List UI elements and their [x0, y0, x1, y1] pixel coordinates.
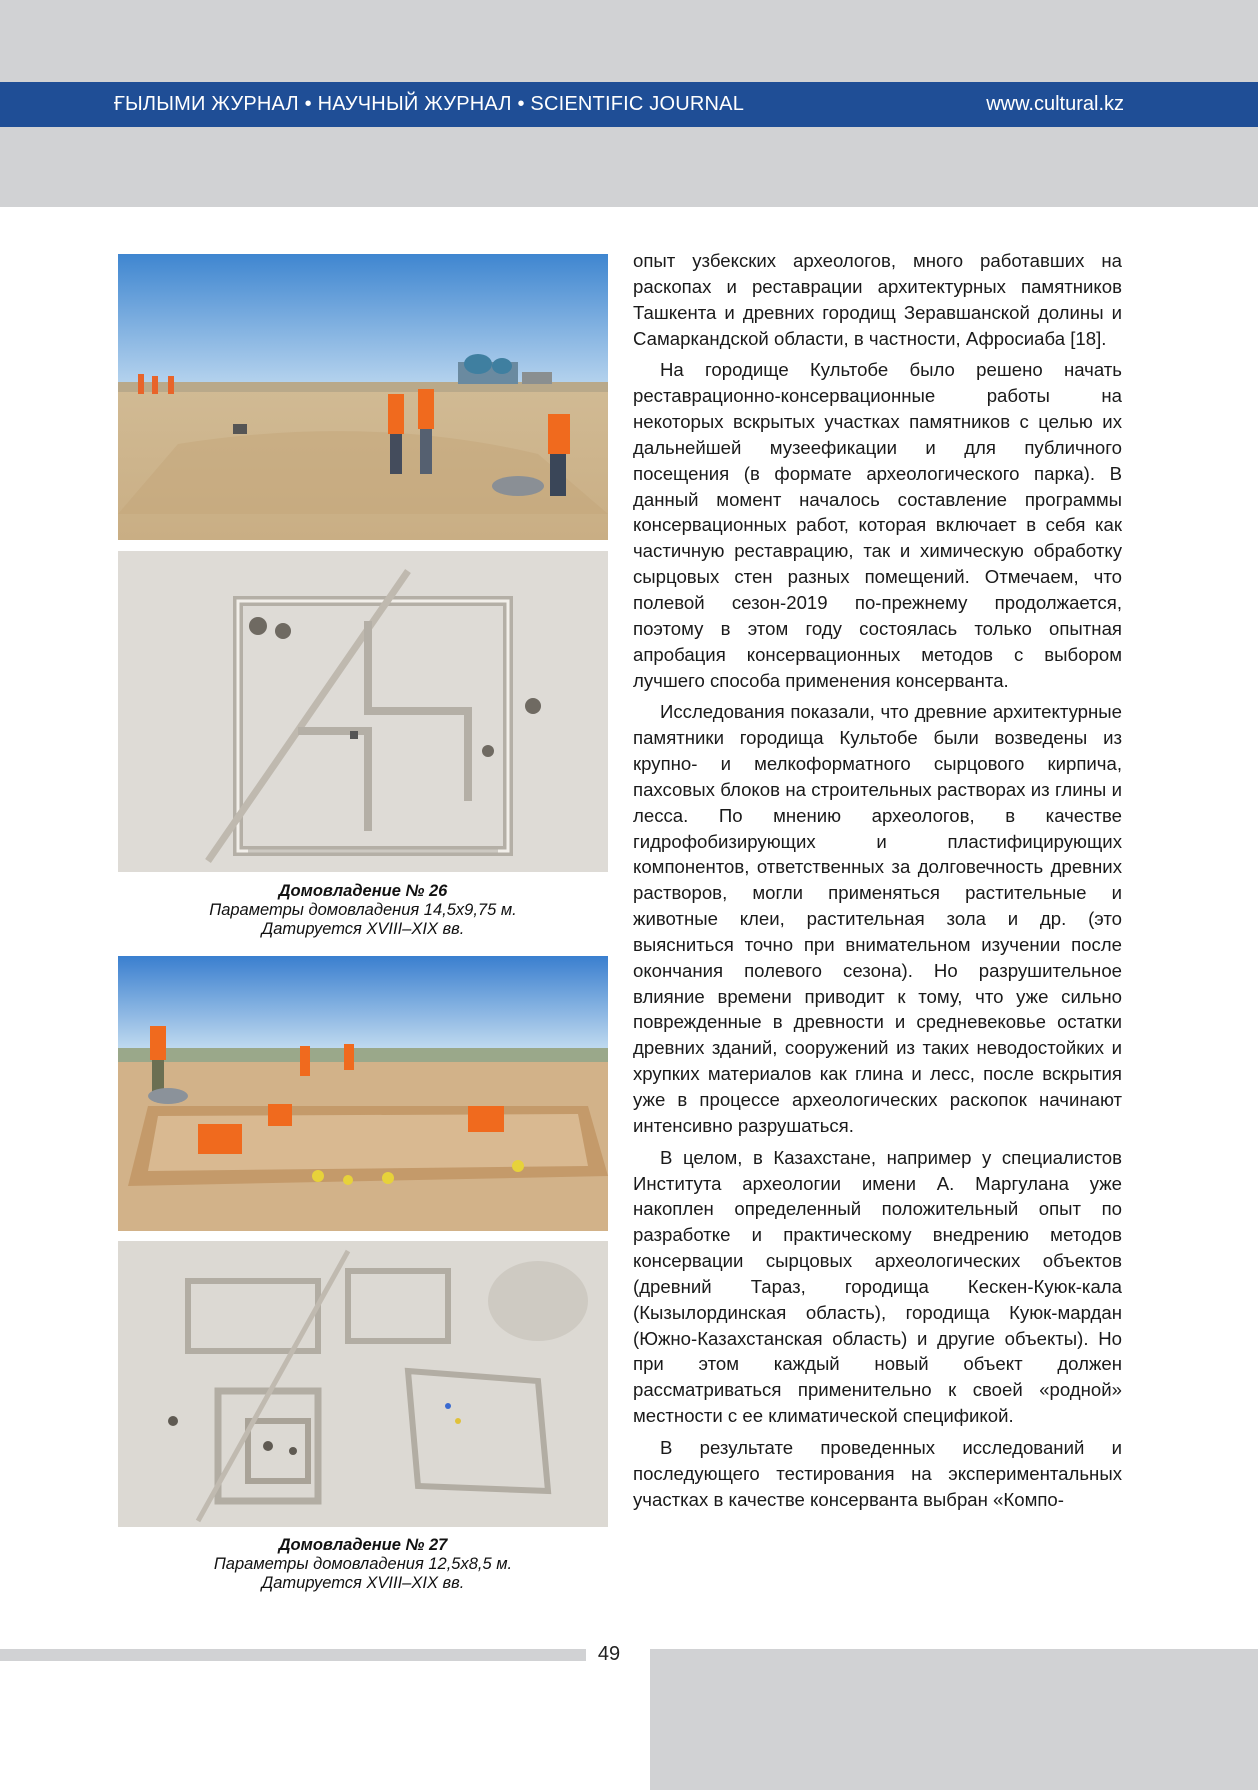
figure-title: Домовладение № 26 [278, 882, 448, 900]
journal-title: ҒЫЛЫМИ ЖУРНАЛ • НАУЧНЫЙ ЖУРНАЛ • SCIENTIFIC JOURNAL [114, 93, 745, 115]
article-text-column [633, 248, 1122, 1519]
aerial-photo-house-26 [118, 551, 608, 872]
paragraph: В результате проведенных исследований и последующего тестирования на экспериментальных участках в качестве консерванта выбран «Компо- [633, 1436, 1122, 1510]
header-bar [0, 82, 1258, 127]
paragraph: На городище Культобе было решено начать реставрационно-консервационные работы на некоторых вскрытых участках памятников с целью их дальнейшей музеефикации и для публичного посещения (в формате археологического парка). В данный момент началось составление программы консервационных работ, которая включает в себя как частичную реставрацию, так и химическую обработку сырцовых стен разных помещений. Отмечаем, что полевой сезон-2019 по-прежнему продолжается, поэтому в этом году состоялась только опытная апробация консервационных методов с выбором лучшего способа применения консерванта. [633, 359, 1122, 691]
figure-caption-27 [118, 1536, 608, 1593]
figure-params: Параметры домовладения 14,5х9,75 м. [209, 901, 517, 919]
excavation-photo-1 [118, 254, 608, 540]
paragraph: опыт узбекских археологов, много работавших на раскопах и реставрации архитектурных памятников Ташкента и древних городищ Зеравшанской долины и Самаркандской области, в частности, Афросиаба [18]. [633, 250, 1122, 349]
figure-params: Параметры домовладения 12,5х8,5 м. [213, 1555, 513, 1573]
footer-background [650, 1649, 1258, 1790]
footer-rule [0, 1649, 586, 1661]
figure-date: Датируется XVIII–XIX вв. [261, 920, 465, 938]
figure-title: Домовладение № 27 [278, 1536, 448, 1554]
figure-date: Датируется XVIII–XIX вв. [261, 1574, 465, 1592]
paragraph: Исследования показали, что древние архитектурные памятники городища Культобе были возведены из крупно- и мелкоформатного сырцового кирпича, пахсовых блоков на строительных растворах из глины и лесса. По мнению археологов, в качестве гидрофобизирующих и пластифицирующих компонентов, ответственных за долговечность древних растворов, могли применяться растительные и животные клеи, растительная зола и др. (это выясниться точно при внимательном изучении после окончания полевого сезона). Но разрушительное влияние времени приводит к тому, что уже сильно поврежденные в древности и средневековье остатки древних зданий, сооружений из таких неводостойких и хрупких материалов как глина и лесс, после вскрытия уже в процессе археологических раскопок начинают интенсивно разрушаться. [633, 701, 1122, 1136]
page-number: 49 [597, 1643, 621, 1665]
excavation-photo-2 [118, 956, 608, 1231]
paragraph: В целом, в Казахстане, например у специалистов Института археологии имени А. Маргулана уже накоплен определенный положительный опыт по разработке и практическому внедрению методов консервации сырцовых археологических объектов (древний Тараз, городища Кескен-Куюк-кала (Кызылординская область), городища Куюк-мардан (Южно-Казахстанская область) и другие объекты). Но при этом каждый новый объект должен рассматриваться применительно к своей «родной» местности с ее климатической спецификой. [633, 1146, 1122, 1427]
figure-caption-26 [118, 882, 608, 939]
aerial-photo-house-27 [118, 1241, 608, 1527]
website-link[interactable]: www.cultural.kz [986, 93, 1124, 115]
